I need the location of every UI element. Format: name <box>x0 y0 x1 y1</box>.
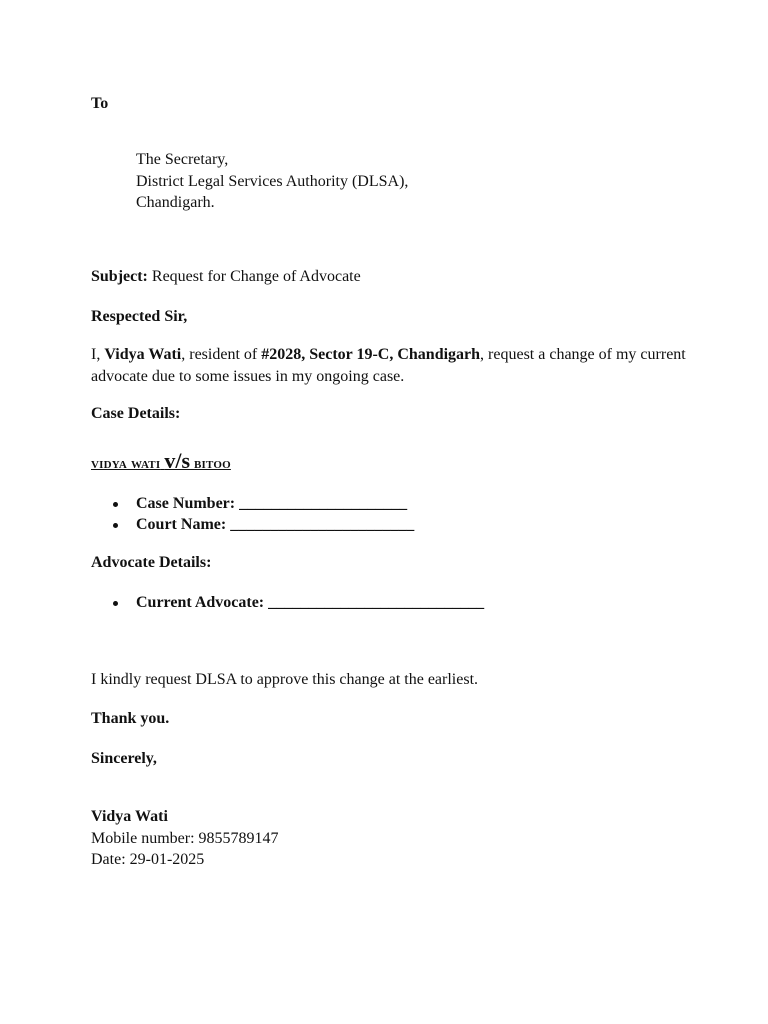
signature-mobile: Mobile number: 9855789147 <box>91 830 279 847</box>
subject-label: Subject: <box>91 268 148 285</box>
recipient-line-3: Chandigarh. <box>136 194 215 211</box>
bullet-icon <box>113 523 118 528</box>
case-party-1: vidya wati <box>91 456 161 472</box>
bullet-icon <box>113 502 118 507</box>
subject-text: Request for Change of Advocate <box>147 268 361 285</box>
court-name-field: Court Name: _______________________ <box>136 516 415 533</box>
case-party-2: bitoo <box>194 456 231 472</box>
applicant-name: Vidya Wati <box>104 346 182 363</box>
subject-line <box>91 266 361 288</box>
signature-name: Vidya Wati <box>91 808 168 825</box>
advocate-details-heading: Advocate Details: <box>91 554 212 571</box>
case-number-field: Case Number: _____________________ <box>136 495 408 512</box>
case-title <box>91 448 231 474</box>
recipient-line-2: District Legal Services Authority (DLSA), <box>136 173 409 190</box>
to-label: To <box>91 95 109 112</box>
recipient-line-1: The Secretary, <box>136 151 229 168</box>
closing-request: I kindly request DLSA to approve this change at the earliest. <box>91 671 479 688</box>
applicant-address: #2028, Sector 19-C, Chandigarh <box>261 346 481 363</box>
signature-date: Date: 29-01-2025 <box>91 851 205 868</box>
body-paragraph: I, Vidya Wati, resident of #2028, Sector 19-C, Chandigarh, request a change of my current advocate due to some issues in my ongoing case. <box>91 346 686 385</box>
current-advocate-field: Current Advocate: ___________________________ <box>136 594 485 611</box>
bullet-icon <box>113 601 118 606</box>
case-details-heading: Case Details: <box>91 405 181 422</box>
thanks-line: Thank you. <box>91 710 170 727</box>
sign-off: Sincerely, <box>91 750 157 767</box>
salutation: Respected Sir, <box>91 308 188 325</box>
case-vs: v/s <box>164 448 191 473</box>
